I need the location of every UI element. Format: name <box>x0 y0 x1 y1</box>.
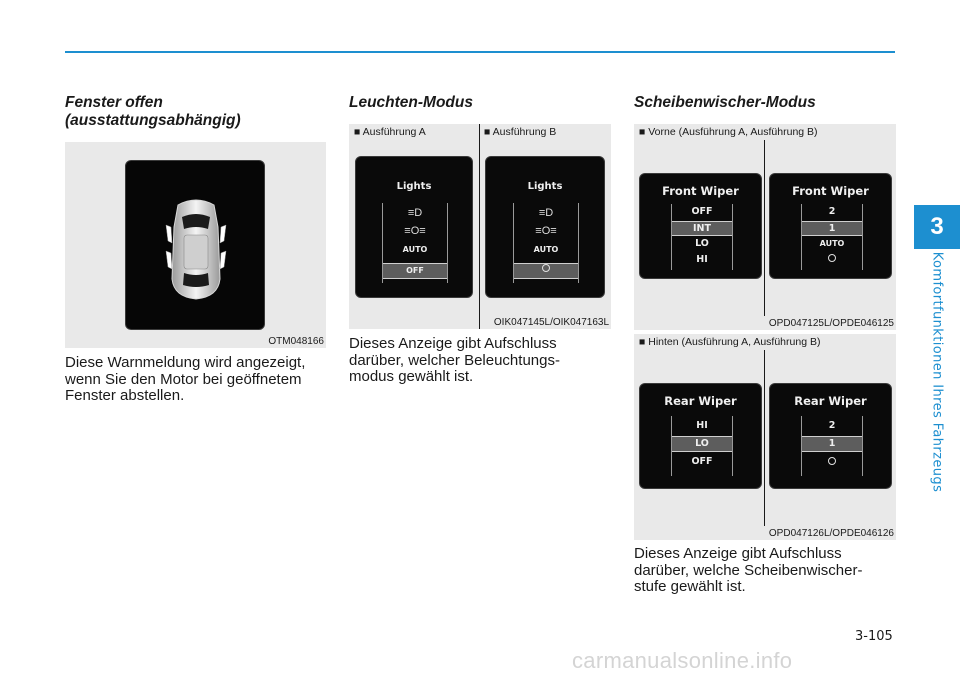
screen-title: Rear Wiper <box>794 394 867 408</box>
option-hi: HI <box>696 254 708 265</box>
figure-code: OPD047126L/OPDE046126 <box>768 528 894 539</box>
headlamp-icon: ≡D <box>407 207 423 219</box>
text-line: Dieses Anzeige gibt Aufschluss <box>349 335 557 352</box>
heading-line: Fenster offen <box>65 94 163 111</box>
option-list <box>382 203 448 283</box>
chapter-tab: 3 <box>914 205 960 249</box>
body-text-window-open <box>65 355 326 405</box>
screen-title: Front Wiper <box>662 184 739 198</box>
figure-front-wiper <box>634 124 896 330</box>
section-heading-window-open <box>65 94 241 130</box>
text-line: modus gewählt ist. <box>349 368 474 385</box>
text-line: darüber, welche Scheibenwischer- <box>634 561 863 579</box>
option-off: OFF <box>691 206 713 217</box>
figure-code: OPD047125L/OPDE046125 <box>768 318 894 329</box>
divider-line <box>479 124 480 329</box>
heading-line: (ausstattungsabhängig) <box>65 112 241 129</box>
option-list <box>801 204 863 270</box>
parking-lamp-icon: ≡O≡ <box>535 225 557 237</box>
off-ring-icon <box>828 457 836 465</box>
option-auto: AUTO <box>402 245 428 254</box>
screen-title: Rear Wiper <box>664 394 737 408</box>
option-off <box>802 254 862 265</box>
option-1-selected: 1 <box>802 221 862 236</box>
text-line: Fenster abstellen. <box>65 387 185 404</box>
option-off-selected <box>514 263 578 279</box>
option-list <box>513 203 579 283</box>
lights-screen-b <box>485 156 605 298</box>
front-wiper-screen-b <box>769 173 892 279</box>
option-1-selected: 1 <box>802 436 862 452</box>
page-number: 3-105 <box>855 629 893 644</box>
option-2: 2 <box>828 206 836 217</box>
divider-line <box>764 350 765 526</box>
section-heading-lights-mode: Leuchten-Modus <box>349 94 473 111</box>
screen-title: Lights <box>396 181 432 192</box>
option-off: OFF <box>691 456 713 467</box>
option-lo-selected: LO <box>672 436 732 452</box>
text-line: Diese Warnmeldung wird angezeigt, <box>65 354 306 371</box>
watermark: carmanualsonline.info <box>572 648 793 673</box>
option-auto: AUTO <box>819 239 845 248</box>
text-line: stufe gewählt ist. <box>634 578 746 595</box>
variant-label-b: ■ Ausführung B <box>484 126 557 138</box>
divider-line <box>764 140 765 316</box>
text-line: wenn Sie den Motor bei geöffnetem <box>65 370 302 388</box>
off-ring-icon <box>542 264 550 272</box>
chapter-title: Komfortfunktionen Ihres Fahrzeugs <box>929 251 945 493</box>
rear-wiper-screen-a <box>639 383 762 489</box>
rear-wiper-screen-b <box>769 383 892 489</box>
option-list <box>801 416 863 476</box>
figure-lights-mode <box>349 124 611 329</box>
top-rule <box>65 51 895 53</box>
text-line: Dieses Anzeige gibt Aufschluss <box>634 545 842 562</box>
option-auto: AUTO <box>533 245 559 254</box>
off-ring-icon <box>828 254 836 262</box>
cluster-screen <box>125 160 265 330</box>
screen-title: Lights <box>527 181 563 192</box>
screen-title: Front Wiper <box>792 184 869 198</box>
headlamp-icon: ≡D <box>538 207 554 219</box>
option-off-selected: OFF <box>383 263 447 279</box>
front-wiper-screen-a <box>639 173 762 279</box>
figure-code: OTM048166 <box>268 336 324 347</box>
section-heading-wiper-mode: Scheibenwischer-Modus <box>634 94 816 111</box>
variant-label-rear: ■ Hinten (Ausführung A, Ausführung B) <box>639 336 821 348</box>
variant-label-front: ■ Vorne (Ausführung A, Ausführung B) <box>639 126 818 138</box>
body-text-wiper-mode <box>634 546 896 596</box>
option-off <box>802 457 862 468</box>
figure-rear-wiper <box>634 334 896 540</box>
figure-window-warning <box>65 142 326 348</box>
body-text-lights-mode <box>349 336 611 386</box>
option-list <box>671 416 733 476</box>
variant-label-a: ■ Ausführung A <box>354 126 426 138</box>
option-int-selected: INT <box>672 221 732 236</box>
option-list <box>671 204 733 270</box>
option-hi: HI <box>696 420 708 431</box>
figure-code: OIK047145L/OIK047163L <box>493 317 609 328</box>
lights-screen-a <box>355 156 473 298</box>
car-open-window-icon <box>126 161 266 331</box>
option-lo: LO <box>695 238 709 249</box>
parking-lamp-icon: ≡O≡ <box>404 225 426 237</box>
text-line: darüber, welcher Beleuchtungs- <box>349 351 560 369</box>
option-2: 2 <box>828 420 836 431</box>
